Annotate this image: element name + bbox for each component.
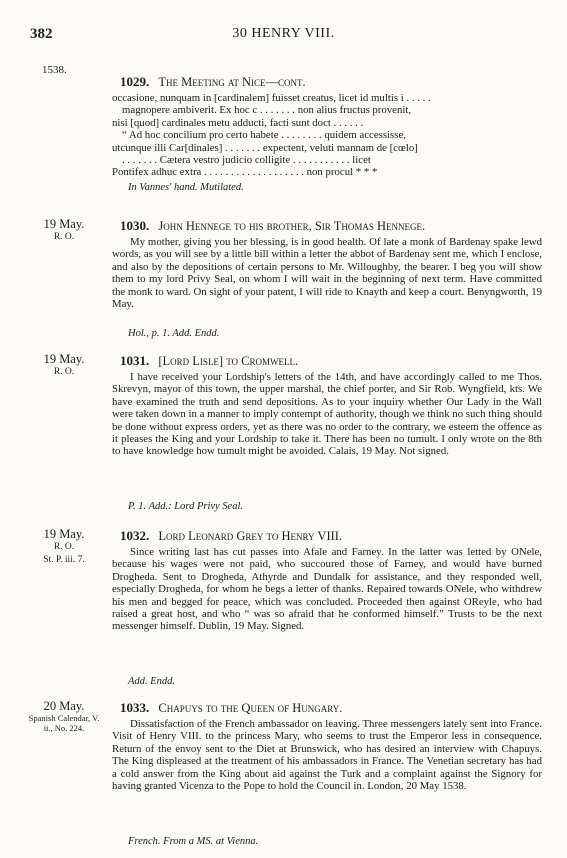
entry-body: My mother, giving you her blessing, is in good health. Of late a monk of Bardenay spake lewd words, as you will see by a little bill within a letter the abbot of Bardenay sent me, which I enclose, and also by the depositions of certain persons to Mr. Willoughby, the bearer. I beg you will show them to my lord Privy Seal, on whom I will wait in the beginning of next term. Have committed the monk to ward. On sight of your patent, I will ride to Knayth and keep a court. Benyngworth, 19 May.	[112, 236, 542, 311]
entry-title: John Hennege to his brother, Sir Thomas Hennege.	[158, 219, 426, 233]
latin-line: occasione, nunquam in [cardinalem] fuisset creatus, licet id multis i . . . . .	[112, 92, 431, 104]
latin-line: magnopere ambiverit. Ex hoc c . . . . . . . non alius fructus provenit,	[122, 104, 412, 117]
latin-line: . . . . . . . Cætera vestro judicio colligite . . . . . . . . . . . licet	[122, 154, 371, 167]
year-marker: 1538.	[42, 64, 67, 76]
entry-number: 1033.	[120, 700, 150, 715]
entry-body: Dissatisfaction of the French ambassador on leaving. Three messengers lately sent into France. Visit of Henry VIII. to the princess Mary, who seems to trust the Emperor less in consequence. Return of the envoy sent to the Diet at Brunswick, who has desired an interview with Chapuys. The King displeased at the treatment of his ambassadors in France. The Venetian secretary has had a cold answer from the King about aid against the Turk and a complaint against the Signory for having granted Vicenza to the Pope to hold the Council in. London, 20 May 1538.	[112, 718, 542, 793]
entry-ref-2: St. P. iii. 7.	[43, 555, 85, 565]
entry-title: Lord Leonard Grey to Henry VIII.	[158, 529, 343, 543]
page-header	[0, 26, 567, 46]
entry-heading	[120, 353, 298, 369]
entry-number: 1032.	[120, 528, 150, 543]
entry-note: Add. Endd.	[128, 676, 175, 687]
latin-line: nisi [quod] cardinales metu adducti, facti sunt doct . . . . . .	[112, 116, 364, 129]
entry-number: 1030.	[120, 218, 150, 233]
entry-number: 1031.	[120, 353, 150, 368]
entry-heading	[120, 528, 342, 544]
entry-note: P. 1. Add.: Lord Privy Seal.	[128, 501, 244, 512]
entry-date: 19 May.	[43, 217, 85, 231]
entry-note: French. From a MS. at Vienna.	[128, 836, 259, 847]
entry-ref: Spanish Calendar, V. ii., No. 224.	[28, 713, 100, 733]
entry-ref: R. O.	[53, 542, 75, 552]
latin-line: Pontifex adhuc extra . . . . . . . . . . . . . . . . . . . non procul * * *	[112, 166, 378, 179]
entry-date: 20 May.	[43, 699, 85, 713]
latin-line: “ Ad hoc concilium pro certo habete . . . . . . . . quidem accessisse,	[122, 129, 406, 142]
running-head: 30 HENRY VIII.	[232, 26, 335, 41]
entry-title: [Lord Lisle] to Cromwell.	[158, 354, 299, 368]
entry-heading	[120, 218, 425, 234]
entry-ref: R. O.	[53, 232, 75, 242]
entry-heading	[120, 700, 342, 716]
entry-note: Hol., p. 1. Add. Endd.	[128, 328, 220, 339]
entry-date: 19 May.	[43, 352, 85, 366]
entry-margin	[24, 528, 104, 567]
entry-margin	[24, 353, 104, 379]
entry-margin	[24, 700, 104, 733]
page-number: 382	[30, 26, 53, 42]
entry-heading	[120, 74, 306, 90]
entry-body: Since writing last has cut passes into Afale and Farney. In the latter was letted by ONele, because his wages were not paid, who succoured those of Farney, and would have burned Drogheda. Sent to Drogheda, Athyrde and Dundalk for assistance, and they responded well, especially Drogheda, for whom he begs a letter of thanks. Repaired towards ONele, who withdrew his men and begged for peace, which was concluded. Proceeded then against OReyle, who had raised a great host, and who “ was so afraid that he conformed himself.” Trusts to be the next messenger himself. Dublin, 19 May. Signed.	[112, 546, 542, 633]
entry-title: Chapuys to the Queen of Hungary.	[158, 701, 343, 715]
latin-line: utcunque illi Car[dinales] . . . . . . . expectent, veluti mannam de [cœlo]	[112, 141, 418, 154]
entry-date: 19 May.	[43, 527, 85, 541]
entry-ref: R. O.	[53, 367, 75, 377]
entry-number: 1029.	[120, 74, 150, 89]
entry-note: In Vannes' hand. Mutilated.	[128, 182, 244, 193]
entry-body: I have received your Lordship's letters of the 14th, and have accordingly called to me Thos. Skrevyn, mayor of this town, the upper marshal, the chief porter, and Sir Rob. Wyngfield, kts. We have examined the truth and send depositions. As to your inquiry whether Our Lady in the Wall were taken down in a manner to imply contempt of authority, though we think no such thing should be done without express orders, yet as there was no order to the contrary, we esteem the offence as it pleases the King and your Lordship to take it. There has been no tumult. I only wrote on the 8th to have knowledge how tumult might be avoided. Calais, 19 May. Not signed.	[112, 371, 542, 458]
latin-text	[112, 92, 542, 179]
entry-margin	[24, 218, 104, 244]
entry-title: The Meeting at Nice—cont.	[158, 75, 306, 89]
